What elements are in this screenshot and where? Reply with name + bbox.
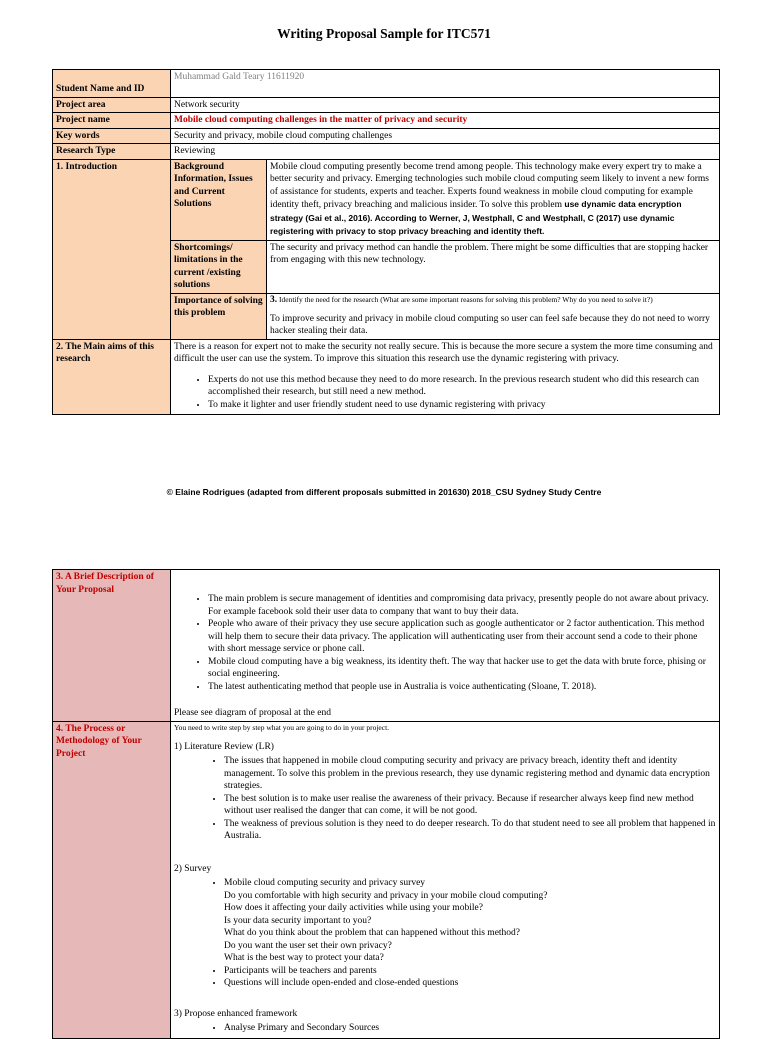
- proposal-table-top: [52, 69, 720, 415]
- importance-number: 3.: [270, 294, 278, 305]
- step-framework: [174, 1008, 716, 1035]
- step1-bullet: • The best solution is to make user realise the awareness of their privacy. Because if researcher always keep find new method without user realised the danger that can come, it will be not good.: [224, 793, 716, 818]
- intro-label: 1. Introduction: [53, 159, 171, 339]
- background-body: Mobile cloud computing presently become trend among people. This technology make every expert try to make a better security and privacy. Emerging technologies such mobile cloud computing seem likely to invent a new forms of assistance for students, experts and teacher. Experts found weakness in mobile cloud computing for example identity theft, privacy breaching and malicious insider. To solve this problem: [270, 161, 709, 210]
- aims-bullet: • Experts do not use this method because they need to do more research. In the previous research student who did this research can accomplished their research, but still need a new method.: [208, 374, 716, 399]
- step3-title: 3) Propose enhanced framework: [174, 1008, 298, 1019]
- aims-bullets: [174, 374, 716, 412]
- row-intro-background: [53, 159, 720, 240]
- brief-cell: [171, 570, 720, 722]
- background-reference: use dynamic data encryption strategy (Gai et al., 2016). According to Werner, J, Westphall, C and Westphall, C (2017) use dynamic registering with privacy to stop privacy breaching and identity theft.: [270, 199, 682, 236]
- keywords-label: Key words: [53, 128, 171, 144]
- research-type-label: Research Type: [53, 144, 171, 160]
- step1-bullet: • The weakness of previous solution is they need to do deeper research. To do that student need to see all problem that happened in Australia.: [224, 818, 716, 843]
- brief-bullet: • The main problem is secure management of identities and compromising data privacy, presently people do not aware about privacy. For example facebook sold their user data to company that want to buy their data.: [208, 593, 716, 618]
- survey-question: Is your data security important to you?: [224, 915, 372, 926]
- survey-question: What do you think about the problem that can happened without this method?: [224, 928, 521, 938]
- survey-question: What is the best way to protect your data?: [224, 953, 384, 963]
- step1-title: 1) Literature Review (LR): [174, 741, 274, 752]
- row-process: [53, 721, 720, 1038]
- row-project-name: [53, 113, 720, 129]
- project-name-label: Project name: [53, 113, 171, 129]
- step-survey: [174, 863, 716, 990]
- aims-bullet: • To make it lighter and user friendly student need to use dynamic registering with privacy: [208, 399, 716, 412]
- area-label: Project area: [53, 97, 171, 113]
- step1-bullet: • The issues that happened in mobile cloud computing security and privacy are privacy breach, identity theft and identity management. To solve this problem in the previous research, they use dynamic registering method and dynamic data encryption strategies.: [224, 755, 716, 793]
- aims-label: 2. The Main aims of this research: [53, 339, 171, 415]
- survey-question: How does it affecting your daily activities while using your mobile?: [224, 903, 483, 913]
- row-aims: [53, 339, 720, 415]
- keywords-value: Security and privacy, mobile cloud computing challenges: [171, 128, 720, 144]
- step2-bullet: • Questions will include open-ended and close-ended questions: [224, 977, 716, 990]
- importance-cell: [267, 293, 720, 339]
- shortcomings-label: Shortcomings/ limitations in the current /existing solutions: [171, 240, 267, 293]
- importance-label: Importance of solving this problem: [171, 293, 267, 339]
- brief-bullet: • Mobile cloud computing have a big weakness, its identity theft. The way that hacker use to get the data with brute force, phising or social engineering.: [208, 656, 716, 681]
- process-hint: You need to write step by step what you are going to do in your project.: [174, 722, 390, 732]
- student-label: Student Name and ID: [53, 70, 171, 98]
- document-title: Writing Proposal Sample for ITC571: [277, 26, 491, 41]
- background-text: [267, 159, 720, 240]
- row-student: [53, 70, 720, 98]
- brief-bullet: • People who aware of their privacy they use secure application such as google authenticator or 2 factor authentication. This method will help them to secure their data privacy. The application will authenticating user from their account send a code to their phone with short message service or phone call.: [208, 618, 716, 656]
- process-label: 4. The Process or Methodology of Your Project: [53, 721, 171, 1038]
- importance-hint: Identify the need for the research (What are some important reasons for solving this problem? Why do you need to solve it?): [279, 294, 653, 304]
- step3-bullet: • Analyse Primary and Secondary Sources: [224, 1022, 716, 1035]
- step2-bullet: • Participants will be teachers and parents: [224, 965, 716, 978]
- student-value: Muhammad Gald Teary 11611920: [171, 70, 720, 98]
- background-label: Background Information, Issues and Current Solutions: [171, 159, 267, 240]
- brief-bullets: [174, 593, 716, 693]
- brief-note: Please see diagram of proposal at the end: [174, 708, 331, 718]
- aims-cell: [171, 339, 720, 415]
- copyright-footer: © Elaine Rodrigues (adapted from different proposals submitted in 201630) 2018_CSU Sydney Study Centre: [166, 487, 602, 497]
- step2-bullet-text: Mobile cloud computing security and privacy survey: [224, 878, 426, 888]
- importance-hint-wrap: [270, 295, 716, 305]
- step1-bullets: [174, 755, 716, 843]
- step2-title: 2) Survey: [174, 863, 212, 874]
- area-value: Network security: [171, 97, 720, 113]
- research-type-value: Reviewing: [171, 144, 720, 160]
- aims-text: There is a reason for expert not to make the security not really secure. This is because the more secure a system the more time consuming and difficult the user can use the system. To improve this situation this research use the dynamic registering with privacy.: [174, 341, 713, 364]
- shortcomings-text: The security and privacy method can handle the problem. There might be some difficulties that are stopping hacker from engaging with this new technology.: [267, 240, 720, 293]
- row-research-type: [53, 144, 720, 160]
- importance-text: To improve security and privacy in mobile cloud computing so user can feel safe because they do not need to worry hacker stealing their data.: [270, 313, 710, 336]
- step-literature-review: [174, 741, 716, 843]
- row-brief: [53, 570, 720, 722]
- proposal-table-bottom: [52, 569, 720, 1039]
- row-keywords: [53, 128, 720, 144]
- row-area: [53, 97, 720, 113]
- step2-bullet: [224, 877, 716, 965]
- brief-bullet: • The latest authenticating method that people use in Australia is voice authenticating (Sloane, T. 2018).: [208, 681, 716, 694]
- survey-question: Do you want the user set their own privacy?: [224, 940, 392, 951]
- process-cell: [171, 721, 720, 1038]
- step2-bullets: [174, 877, 716, 990]
- project-name-value: Mobile cloud computing challenges in the matter of privacy and security: [171, 113, 720, 129]
- survey-question: Do you comfortable with high security and privacy in your mobile cloud computing?: [224, 890, 548, 901]
- brief-label: 3. A Brief Description of Your Proposal: [53, 570, 171, 722]
